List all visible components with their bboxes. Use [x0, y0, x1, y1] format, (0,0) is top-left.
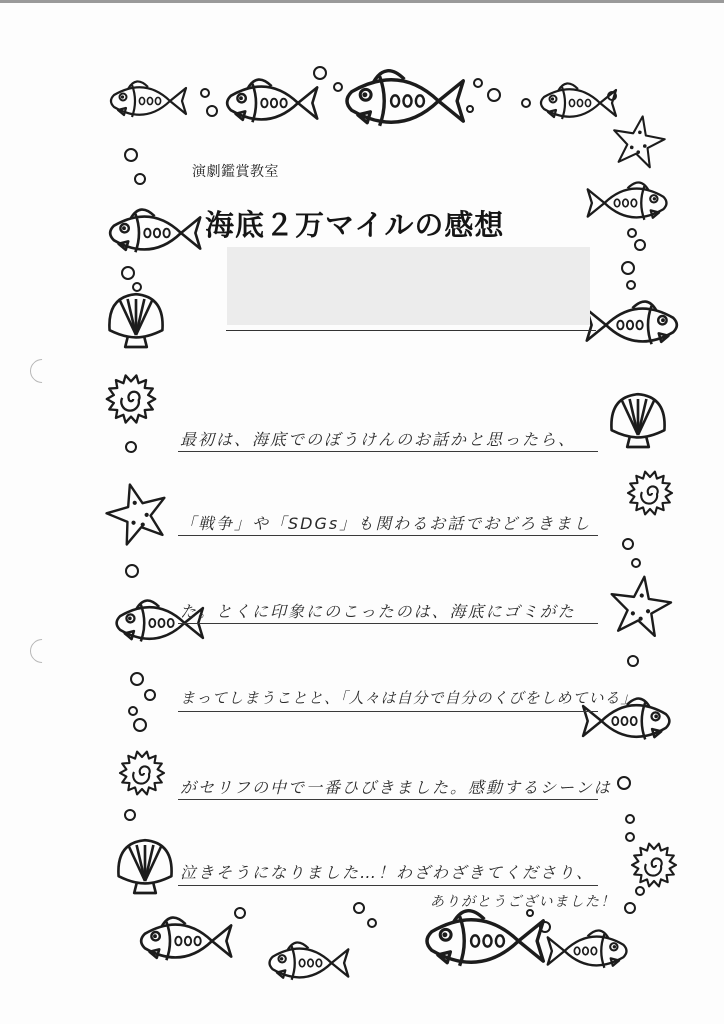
bubble-icon	[201, 89, 209, 97]
shell-icon	[611, 394, 664, 447]
bubble-icon	[354, 903, 364, 913]
fish-icon	[347, 71, 463, 126]
spiral-sun-icon	[107, 375, 155, 422]
bubble-icon	[522, 99, 530, 107]
name-line	[226, 330, 596, 331]
bubble-icon	[628, 656, 638, 666]
fish-icon	[587, 302, 677, 345]
bubble-icon	[122, 267, 134, 279]
bubble-icon	[474, 79, 482, 87]
handwritten-line: た。とくに印象にのこったのは、海底にゴミがた	[180, 602, 576, 621]
spiral-sun-icon	[632, 844, 676, 887]
handwritten-line: 「戦争」や「SDGs」も関わるお話でおどろきまし	[180, 514, 592, 533]
bubble-icon	[314, 67, 326, 79]
bubble-icon	[618, 777, 630, 789]
bubble-icon	[622, 262, 634, 274]
fish-icon	[541, 83, 616, 119]
fish-icon	[110, 210, 200, 253]
writing-line	[178, 711, 598, 712]
starfish-icon	[101, 477, 174, 548]
bubble-icon	[467, 106, 473, 112]
starfish-icon	[609, 112, 668, 169]
fish-icon	[141, 918, 231, 961]
bubble-icon	[134, 719, 146, 731]
fish-icon	[427, 911, 543, 966]
bubble-icon	[126, 565, 138, 577]
fish-icon	[588, 182, 667, 219]
bubble-icon	[131, 673, 143, 685]
handwritten-line: まってしまうことと、「人々は自分で自分のくびをしめている」	[180, 689, 637, 707]
shell-icon	[109, 294, 162, 347]
writing-line	[178, 535, 598, 536]
fish-icon	[270, 942, 349, 979]
handwritten-line: がセリフの中で一番ひびきました。感動するシーンは	[180, 778, 612, 797]
writing-line	[178, 799, 598, 800]
shell-icon	[118, 840, 171, 893]
fish-icon	[111, 81, 186, 117]
starfish-icon	[607, 573, 674, 638]
bubble-icon	[126, 442, 136, 452]
writing-line	[178, 623, 598, 624]
handwritten-line: 泣きそうになりました…！わざわざきてくださり、	[180, 863, 595, 882]
page-title: 海底２万マイルの感想	[205, 208, 505, 242]
spiral-sun-icon	[120, 752, 164, 795]
class-label: 演劇鑑賞教室	[192, 164, 279, 180]
bubble-icon	[623, 539, 633, 549]
spiral-sun-icon	[628, 472, 672, 515]
bubble-icon	[626, 815, 634, 823]
bubble-icon	[129, 707, 137, 715]
bubble-icon	[626, 833, 634, 841]
bubble-icon	[628, 229, 636, 237]
bubble-icon	[632, 559, 640, 567]
bubble-icon	[334, 83, 342, 91]
bubble-icon	[125, 810, 135, 820]
bubble-icon	[627, 281, 635, 289]
writing-line	[178, 885, 598, 886]
bubble-icon	[625, 903, 635, 913]
redacted-name-area	[227, 247, 590, 325]
bubble-icon	[125, 149, 137, 161]
bubble-icon	[368, 919, 376, 927]
bubble-icon	[145, 690, 155, 700]
bubble-icon	[235, 908, 245, 918]
bubble-icon	[636, 887, 644, 895]
handwritten-line: 最初は、海底でのぼうけんのお話かと思ったら、	[180, 430, 577, 449]
bubble-icon	[488, 89, 500, 101]
handwritten-signoff: ありがとうございました！	[430, 894, 616, 910]
bubble-icon	[635, 240, 645, 250]
bubble-icon	[133, 283, 141, 291]
bubble-icon	[207, 106, 217, 116]
bubble-icon	[135, 174, 145, 184]
fish-icon	[227, 80, 317, 123]
fish-icon	[548, 930, 627, 967]
writing-line	[178, 451, 598, 452]
